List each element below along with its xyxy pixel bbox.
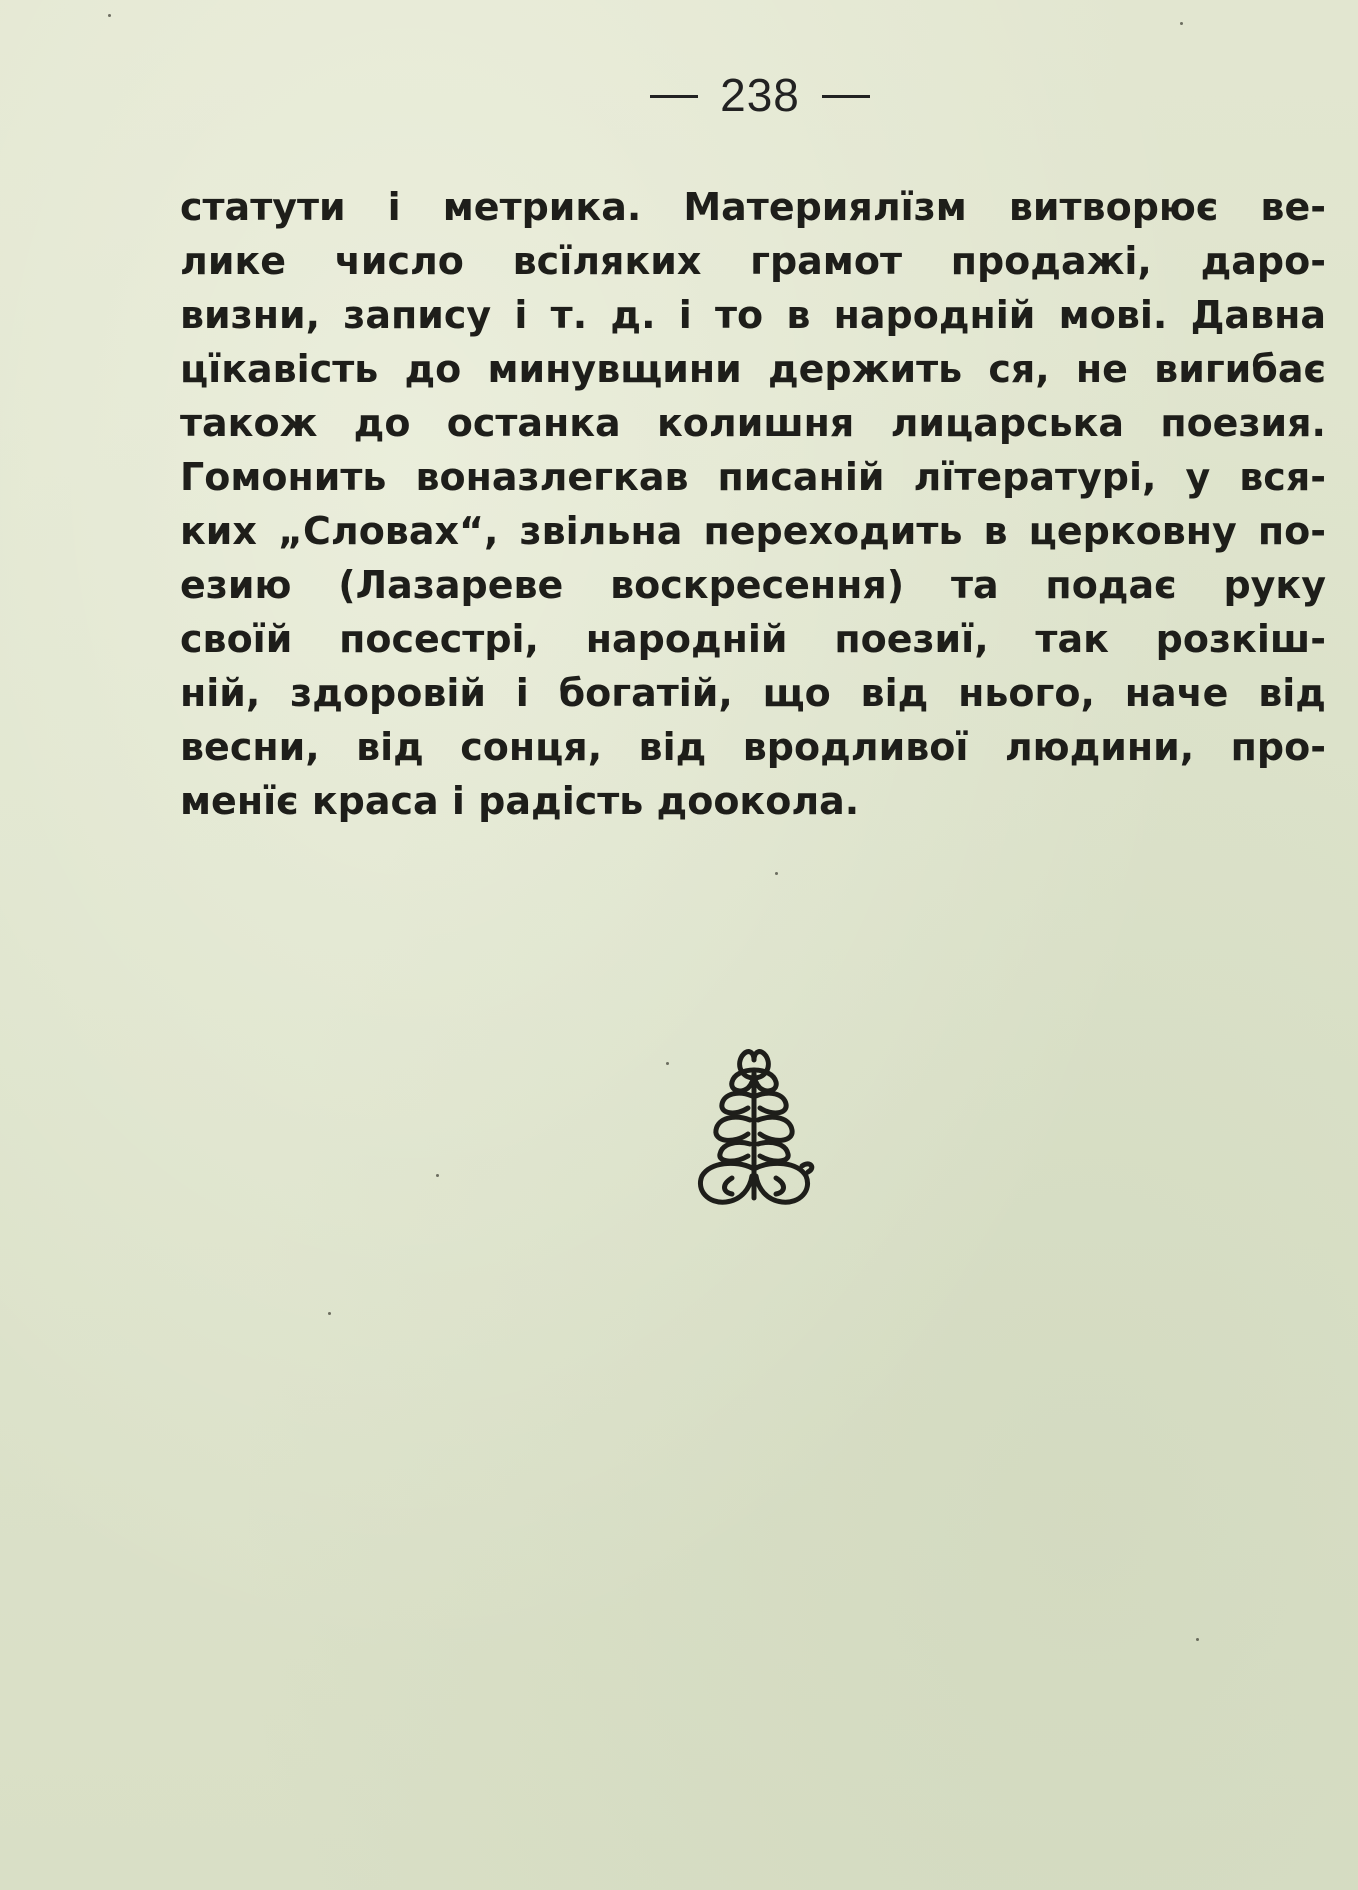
text-line: своїй посестрі, народній поезиї, так розкіш- — [180, 617, 1326, 661]
paper-speck — [1196, 1638, 1199, 1641]
text-line: цїкавість до минувщини держить ся, не вигибає — [180, 347, 1326, 391]
floral-vignette-icon — [692, 1040, 816, 1210]
paper-speck — [328, 1312, 331, 1315]
paper-speck — [436, 1174, 439, 1177]
paper-speck — [666, 1062, 669, 1065]
text-line: також до останка колишня лицарська поезия. — [180, 401, 1326, 445]
left-dash — [650, 95, 698, 98]
paper-speck — [775, 872, 778, 875]
paper-speck — [108, 14, 111, 17]
text-line: ній, здоровій і богатій, що від нього, наче від — [180, 671, 1326, 715]
text-line: статути і метрика. Материялїзм витворює ве- — [180, 185, 1326, 229]
body-text — [180, 180, 1326, 828]
page-number: 238 — [720, 69, 800, 121]
text-line: ких „Словах“, звільна переходить в церковну по- — [180, 509, 1326, 553]
paper-speck — [1180, 22, 1183, 25]
right-dash — [822, 95, 870, 98]
text-line: лике число всїляких грамот продажі, даро- — [180, 239, 1326, 283]
text-line: весни, від сонця, від вродливої людини, про- — [180, 725, 1326, 769]
page-number-header — [0, 68, 1358, 122]
text-line: Гомонить воназлегкав писаній лїтературі, у вся- — [180, 455, 1326, 499]
text-line: менїє краса і радість доокола. — [180, 779, 860, 823]
text-line: визни, запису і т. д. і то в народній мові. Давна — [180, 293, 1326, 337]
text-line: езию (Лазареве воскресення) та подає руку — [180, 563, 1326, 607]
